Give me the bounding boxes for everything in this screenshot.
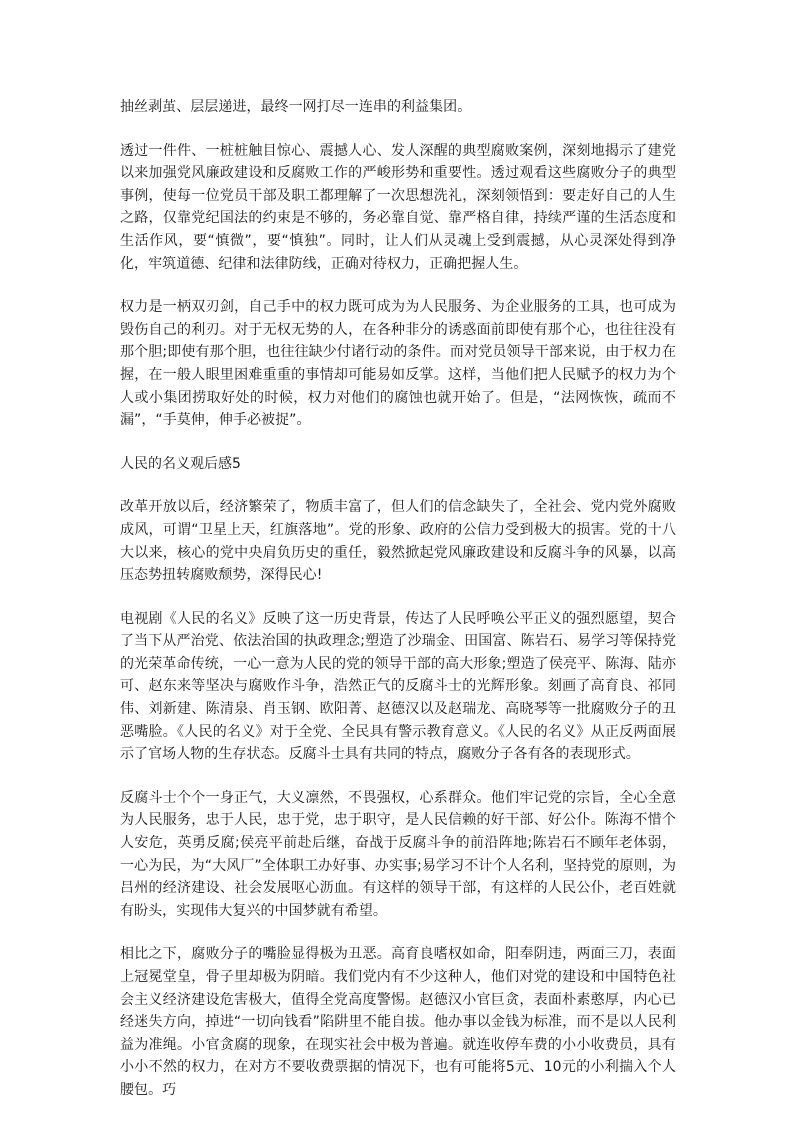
paragraph: 反腐斗士个个一身正气，大义凛然，不畏强权，心系群众。他们牢记党的宗旨，全心全意为人民服务，忠于人民，忠于党，忠于职守，是人民信赖的好干部、好公仆。陈海不惜个人安危，英勇反腐;侯亮平前赴后继，奋战于反腐斗争的前沿阵地;陈岩石不顾年老体弱，一心为民，为“大风厂”全体职工办好事、办实事;易学习不计个人名利，坚持党的原则，为吕州的经济建设、社会发展呕心沥血。有这样的领导干部，有这样的人民公仆，老百姓就有盼头，实现伟大复兴的中国梦就有希望。 [120,789,676,919]
paragraph: 透过一件件、一桩桩触目惊心、震撼人心、发人深醒的典型腐败案例，深刻地揭示了建党以来加强党风廉政建设和反腐败工作的严峻形势和重要性。透过观看这些腐败分子的典型事例，使每一位党员干部及职工都理解了一次思想洗礼，深刻领悟到：要走好自己的人生之路，仅靠党纪国法的约束是不够的，务必靠自觉、靠严格自律，持续严谨的生活态度和生活作风，要“慎微”，要“慎独”。同时，让人们从灵魂上受到震撼，从心灵深处得到净化，牢筑道德、纪律和法律防线，正确对待权力，正确把握人生。 [120,142,676,272]
section-heading: 人民的名义观后感5 [120,455,241,472]
paragraph: 电视剧《人民的名义》反映了这一历史背景，传达了人民呼唤公平正义的强烈愿望，契合了当下从严治党、依法治国的执政理念;塑造了沙瑞金、田国富、陈岩石、易学习等保持党的光荣革命传统，一心一意为人民的党的领导干部的高大形象;塑造了侯亮平、陈海、陆亦可、赵东来等坚决与腐败作斗争，浩然正气的反腐斗士的光辉形象。刻画了高育良、祁同伟、刘新建、陈清泉、肖玉钢、欧阳菁、赵德汉以及赵瑞龙、高晓琴等一批腐败分子的丑恶嘴脸。《人民的名义》对于全党、全民具有警示教育意义。《人民的名义》从正反两面展示了官场人物的生存状态。反腐斗士具有共同的特点，腐败分子各有各的表现形式。 [120,610,676,763]
paragraph: 改革开放以后，经济繁荣了，物质丰富了，但人们的信念缺失了，全社会、党内党外腐败成风，可谓“卫星上天，红旗落地”。党的形象、政府的公信力受到极大的损害。党的十八大以来，核心的党中央肩负历史的重任，毅然掀起党风廉政建设和反腐斗争的风暴，以高压态势扭转腐败颓势，深得民心! [120,499,676,584]
paragraph: 权力是一柄双刃剑，自己手中的权力既可成为为人民服务、为企业服务的工具，也可成为毁伤自己的利刃。对于无权无势的人，在各种非分的诱惑面前即使有那个心，也往往没有那个胆;即使有那个胆，也往往缺少付诸行动的条件。而对党员领导干部来说，由于权力在握，在一般人眼里困难重重的事情却可能易如反掌。这样，当他们把人民赋予的权力为个人或小集团捞取好处的时候，权力对他们的腐蚀也就开始了。但是，“法网恢恢，疏而不漏”，“手莫伸，伸手必被捉”。 [120,299,676,429]
document-page [120,96,676,1123]
paragraph: 抽丝剥茧、层层递进，最终一网打尽一连串的利益集团。 [120,99,472,115]
paragraph: 相比之下，腐败分子的嘴脸显得极为丑恶。高育良嗜权如命，阳奉阴违，两面三刀，表面上冠冕堂皇，骨子里却极为阴暗。我们党内有不少这种人，他们对党的建设和中国特色社会主义经济建设危害极大，值得全党高度警惕。赵德汉小官巨贪，表面朴素憨厚，内心已经迷失方向，掉进“一切向钱看”陷阱里不能自拔。他办事以金钱为标准，而不是以人民利益为准绳。小官贪腐的现象，在现实社会中极为普遍。就连收停车费的小小收费员，具有小小不然的权力，在对方不要收费票据的情况下，也有可能将5元、10元的小利揣入个人腰包。巧 [120,946,676,1098]
